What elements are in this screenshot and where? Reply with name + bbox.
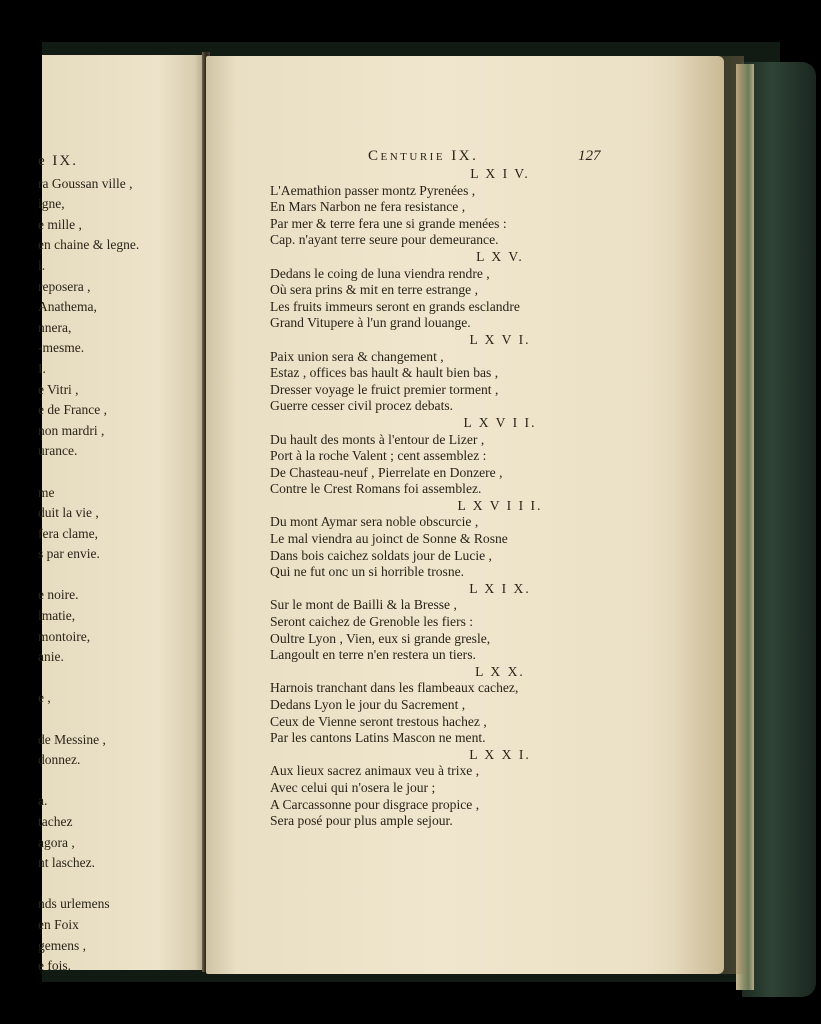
- left-line: nnera,: [38, 319, 72, 335]
- running-title: Centurie IX.: [368, 148, 479, 164]
- left-line: nds urlemens: [38, 896, 110, 912]
- verse-line: Le mal viendra au joinct de Sonne & Rosne: [270, 531, 508, 547]
- verse-line: En Mars Narbon ne fera resistance ,: [270, 199, 466, 215]
- left-line: e fois.: [38, 958, 71, 974]
- verse-line: Du mont Aymar sera noble obscurcie ,: [270, 514, 479, 530]
- left-line: de Messine ,: [38, 731, 106, 747]
- left-line: a.: [38, 793, 48, 809]
- left-line: s par envie.: [38, 546, 100, 562]
- verse-line: Port à la roche Valent ; cent assemblez :: [270, 448, 487, 464]
- left-line: lmatie,: [38, 608, 76, 624]
- verse-line: Qui ne fut onc un si horrible trosne.: [270, 564, 465, 580]
- verse-line: Dresser voyage le fruict premier torment ,: [270, 381, 499, 397]
- verse-line: Sur le mont de Bailli & la Bresse ,: [270, 597, 457, 613]
- left-line: I.: [38, 360, 46, 376]
- left-line: montoire,: [38, 628, 91, 644]
- left-line: en Foix: [38, 916, 79, 932]
- verse-line: Sera posé pour plus ample sejour.: [270, 813, 453, 829]
- stanza-number: L X V I I I.: [457, 497, 543, 513]
- left-line: non mardri ,: [38, 422, 105, 438]
- verse-line: Du hault des monts à l'entour de Lizer ,: [270, 431, 485, 447]
- left-line: fera clame,: [38, 525, 98, 541]
- verse-line: Les fruits immeurs seront en grands esclandre: [270, 298, 520, 314]
- left-line: e mille ,: [38, 216, 82, 232]
- left-page-header: e IX.: [38, 153, 78, 169]
- left-line: l.: [38, 257, 46, 273]
- verse-line: De Chasteau-neuf , Pierrelate en Donzere ,: [270, 464, 503, 480]
- left-line: e ,: [38, 690, 51, 706]
- left-line: nt laschez.: [38, 855, 95, 871]
- page-number: 127: [578, 148, 601, 164]
- running-header: [206, 148, 724, 168]
- stanza-number: L X I V.: [470, 166, 530, 181]
- verse-line: Seront caichez de Grenoble les fiers :: [270, 614, 474, 630]
- verse-line: Dans bois caichez soldats jour de Lucie ,: [270, 547, 492, 563]
- verse-line: Grand Vitupere à l'un grand louange.: [270, 315, 471, 331]
- verse-line: Aux lieux sacrez animaux veu à trixe ,: [270, 763, 480, 779]
- left-line: Anathema,: [38, 299, 97, 315]
- left-line: donnez.: [38, 752, 81, 768]
- left-line: urance.: [38, 443, 78, 459]
- left-line: gemens ,: [38, 937, 86, 953]
- verse-line: Par les cantons Latins Mascon ne ment.: [270, 730, 486, 746]
- verse-line: Estaz , offices bas hault & hault bien bas ,: [270, 365, 499, 381]
- verse-line: Guerre cesser civil procez debats.: [270, 398, 454, 414]
- verse-line: Oultre Lyon , Vien, eux si grande gresle,: [270, 630, 491, 646]
- stanza-number: L X V I.: [469, 331, 531, 347]
- verse-line: Où sera prins & mit en terre estrange ,: [270, 282, 478, 298]
- left-line: tachez: [38, 814, 73, 829]
- stanza-number: L X V.: [476, 248, 524, 264]
- left-page: [38, 55, 208, 974]
- left-line: reposera ,: [38, 278, 91, 294]
- stanza-number: L X V I I.: [463, 414, 537, 430]
- left-line: e noire.: [38, 587, 79, 603]
- left-line: e de France ,: [38, 402, 107, 418]
- verse-line: L'Aemathion passer montz Pyrenées ,: [270, 182, 476, 198]
- verse-line: Harnois tranchant dans les flambeaux cachez,: [270, 680, 519, 696]
- left-line: agora ,: [38, 834, 75, 850]
- left-line: en chaine & legne.: [38, 237, 140, 253]
- left-line: me: [38, 484, 55, 500]
- left-line: anie.: [38, 649, 64, 665]
- verse-line: Dedans le coing de luna viendra rendre ,: [270, 265, 490, 281]
- left-line: ra Goussan ville ,: [38, 175, 133, 191]
- verse-line: Langoult en terre n'en restera un tiers.: [270, 647, 476, 663]
- verse-line: Par mer & terre fera une si grande menées :: [270, 215, 507, 231]
- stanza-number: L X X I.: [469, 746, 531, 762]
- open-book: [38, 42, 780, 982]
- quatrains: [270, 166, 710, 830]
- left-line: duit la vie ,: [38, 505, 99, 521]
- verse-line: Paix union sera & changement ,: [270, 348, 444, 364]
- stanza-number: L X I X.: [469, 580, 531, 596]
- verse-line: Cap. n'ayant terre seure pour demeurance.: [270, 232, 499, 248]
- left-line: -mesme.: [38, 340, 85, 356]
- verse-line: Contre le Crest Romans foi assemblez.: [270, 481, 482, 497]
- stanza-number: L X X.: [475, 663, 525, 679]
- right-page: [206, 56, 724, 974]
- verse-line: A Carcassonne pour disgrace propice ,: [270, 796, 480, 812]
- verse-line: Avec celui qui n'osera le jour ;: [270, 779, 436, 795]
- verse-line: Ceux de Vienne seront trestous hachez ,: [270, 713, 487, 729]
- verse-line: Dedans Lyon le jour du Sacrement ,: [270, 697, 466, 712]
- left-line: e Vitri ,: [38, 381, 79, 397]
- left-line: igne,: [38, 196, 65, 212]
